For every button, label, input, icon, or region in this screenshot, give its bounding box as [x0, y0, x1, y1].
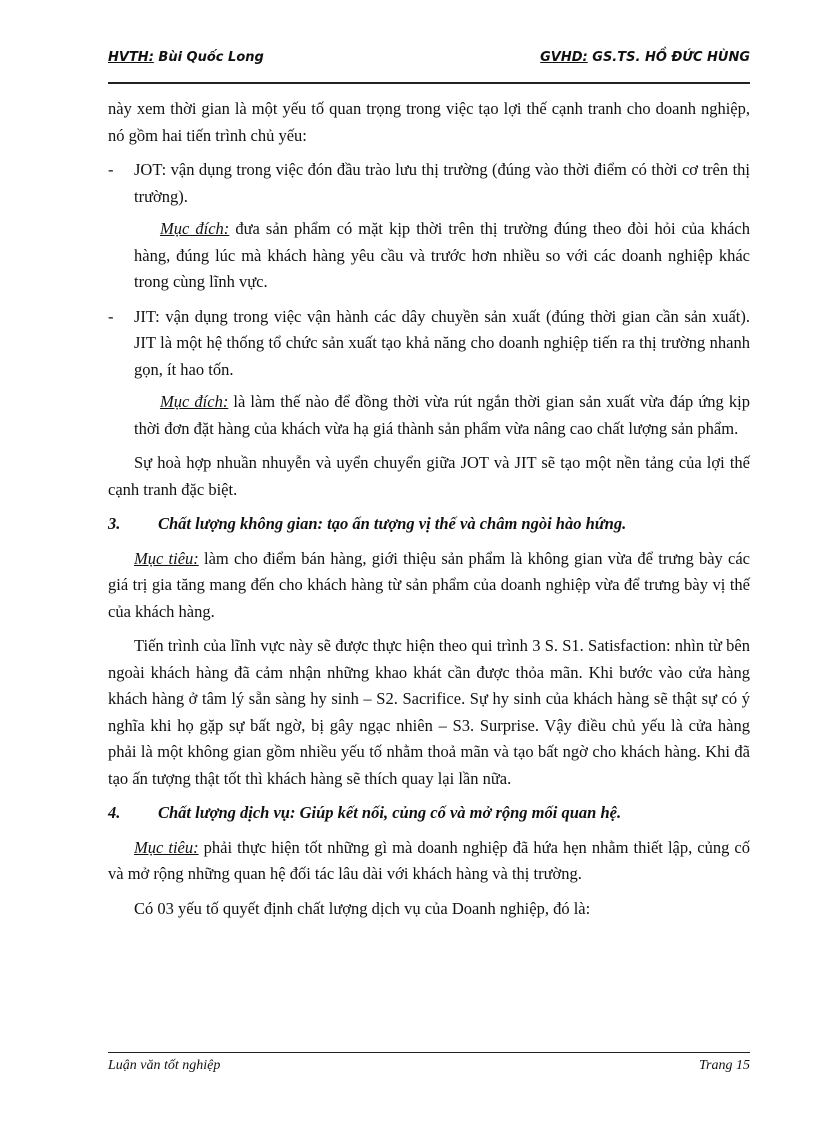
goal-text: phải thực hiện tốt những gì mà doanh nghiệp đã hứa hẹn nhằm thiết lập, củng cố và mở rộng những quan hệ đối tác lâu dài với khách hàng và thị trường. — [108, 837, 751, 883]
section-title: Chất lượng dịch vụ: Giúp kết nối, củng cố và mở rộng mối quan hệ. — [158, 803, 622, 822]
bullet-dash: - — [108, 306, 114, 326]
bullet-dash: - — [108, 160, 114, 179]
paragraph-3s-process: Tiến trình của lĩnh vực này sẽ được thực hiện theo qui trình 3 S. S1. Satisfaction: nhìn từ bên ngoài khách hàng đã cảm nhận những khao khát cần được thỏa mãn. Khi bước vào cửa hàng khách hàng ở tâm lý sẵn sàng hy sinh – S2. Sacrifice. Sự hy sinh của khách hàng sẽ thật sự có ý nghĩa khi họ gặp sự bất ngờ, bị gây ngạc nhiên – S3. Surprise. Vậy điều chủ yếu là cửa hàng phải là một không gian gồm nhiều yếu tố nhằm thoả mãn và tạo bất ngờ cho khách hàng. Khi đã tạo ấn tượng thật tốt thì khách hàng sẽ thích quay lại lần nữa. — [108, 636, 750, 788]
header-supervisor-label: GVHD: — [540, 50, 588, 65]
purpose-lead: Mục đích: — [160, 219, 230, 238]
section-number: 3. — [108, 514, 121, 533]
bullet-jit-text: JIT: vận dụng trong việc vận hành các dây chuyền sản xuất (đúng thời gian cần sản xuất). JIT là một hệ thống tổ chức sản xuất tạo khả năng cho doanh nghiệp tiến ra thị trường nhanh gọn, ít hao tốn. — [134, 306, 750, 379]
section-heading-3 — [108, 511, 750, 538]
bullet-jot — [108, 157, 750, 210]
footer-divider — [108, 1052, 750, 1053]
purpose-text: đưa sản phẩm có mặt kịp thời trên thị trường đúng theo đòi hỏi của khách hàng, đúng lúc mà khách hàng yêu cầu và trước hơn nhiều so với các doanh nghiệp khác trong cùng lĩnh vực. — [134, 219, 750, 291]
goal-text: làm cho điểm bán hàng, giới thiệu sản phẩm là không gian vừa để trưng bày các giá trị gia tăng mang đến cho khách hàng từ sản phẩm của doanh nghiệp vừa để trưng bày vị thế của khách hàng. — [108, 548, 751, 621]
paragraph-service-goal — [108, 835, 750, 888]
paragraph-intro: này xem thời gian là một yếu tố quan trọng trong việc tạo lợi thế cạnh tranh cho doanh nghiệp, nó gồm hai tiến trình chủ yếu: — [108, 99, 750, 145]
header-student-name: Bùi Quốc Long — [153, 50, 264, 65]
page-body — [108, 96, 750, 930]
paragraph-jot-jit: Sự hoà hợp nhuần nhuyễn và uyển chuyển giữa JOT và JIT sẽ tạo một nền tảng của lợi thế cạnh tranh đặc biệt. — [108, 453, 750, 499]
footer-thesis-label: Luận văn tốt nghiệp — [108, 1058, 221, 1073]
bullet-jot-text: JOT: vận dụng trong việc đón đầu trào lưu thị trường (đúng vào thời điểm có thời cơ trên thị trường). — [134, 160, 750, 206]
purpose-text: là làm thế nào để đồng thời vừa rút ngắn thời gian sản xuất vừa đáp ứng kịp thời đơn đặt hàng của khách vừa hạ giá thành sản phẩm vừa nâng cao chất lượng sản phẩm. — [134, 392, 750, 438]
header-student-label: HVTH: — [108, 50, 154, 65]
header-student — [108, 50, 264, 65]
paragraph-space-goal — [108, 546, 750, 626]
bullet-jot-purpose — [108, 216, 750, 296]
goal-lead: Mục tiêu: — [134, 837, 199, 857]
section-number: 4. — [108, 803, 121, 822]
section-title: Chất lượng không gian: tạo ấn tượng vị thế và châm ngòi hào hứng. — [158, 514, 627, 533]
footer-page-number: Trang 15 — [699, 1058, 750, 1073]
bullet-jit — [108, 304, 750, 384]
header-divider — [108, 82, 750, 84]
goal-lead: Mục tiêu: — [134, 548, 199, 568]
paragraph-service-factors: Có 03 yếu tố quyết định chất lượng dịch vụ của Doanh nghiệp, đó là: — [134, 898, 591, 918]
page-header — [108, 50, 750, 72]
section-heading-4 — [108, 800, 750, 827]
header-supervisor — [540, 50, 750, 65]
header-supervisor-name: GS.TS. HỒ ĐỨC HÙNG — [587, 50, 750, 65]
bullet-jit-purpose — [108, 389, 750, 442]
purpose-lead: Mục đích: — [160, 392, 229, 411]
